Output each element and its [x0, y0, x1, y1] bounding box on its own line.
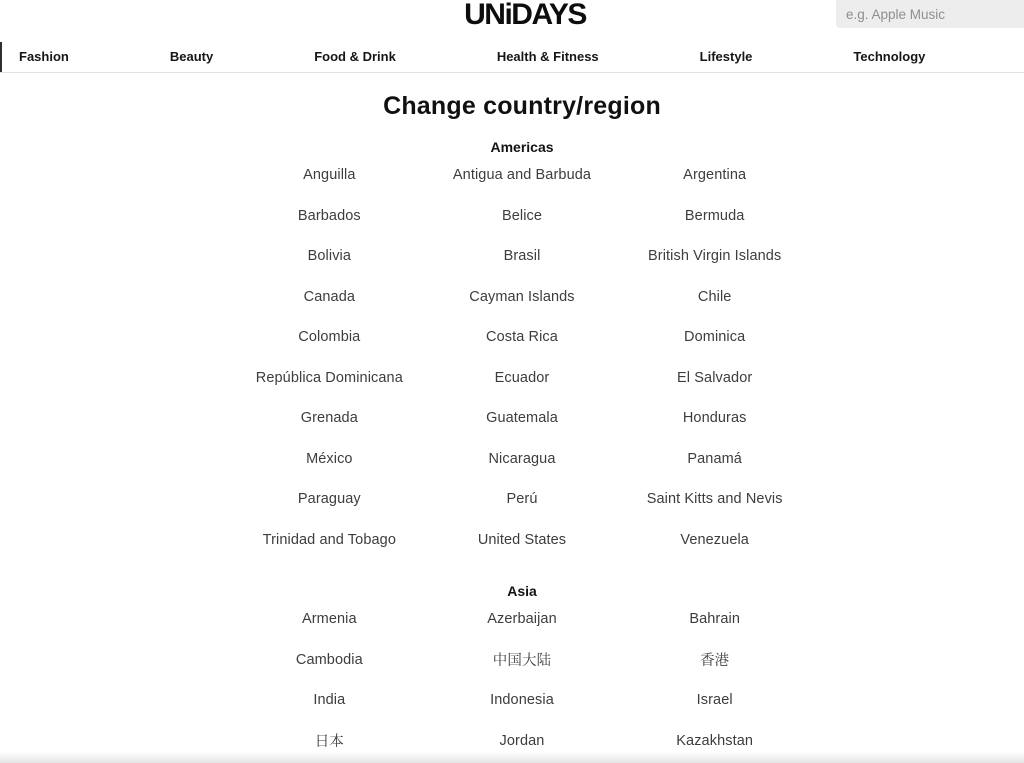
nav-item[interactable]: Beauty: [169, 48, 214, 64]
country-cell: [426, 520, 619, 561]
country-link[interactable]: Costa Rica: [486, 329, 558, 346]
country-grid-americas: [233, 155, 811, 560]
country-link[interactable]: British Virgin Islands: [648, 248, 782, 265]
nav-item[interactable]: Fashion: [19, 48, 69, 64]
country-link[interactable]: Brasil: [503, 248, 541, 265]
country-link[interactable]: Bermuda: [684, 207, 745, 224]
country-cell: [426, 317, 619, 358]
country-link[interactable]: El Salvador: [677, 369, 753, 386]
country-cell: [233, 155, 426, 196]
country-link[interactable]: México: [306, 450, 353, 467]
country-link[interactable]: Chile: [697, 288, 732, 305]
country-link[interactable]: Armenia: [301, 611, 357, 628]
country-cell: [233, 680, 426, 721]
country-cell: [233, 358, 426, 399]
nav-left-edge: [0, 42, 2, 72]
country-cell: [618, 155, 811, 196]
nav-item[interactable]: Food & Drink: [314, 48, 396, 64]
country-cell: [426, 680, 619, 721]
country-link[interactable]: Panamá: [687, 450, 742, 467]
country-link[interactable]: Perú: [506, 491, 538, 508]
country-link[interactable]: Indonesia: [490, 692, 554, 709]
search-input[interactable]: [836, 0, 1024, 28]
country-cell: [233, 317, 426, 358]
country-cell: [426, 439, 619, 480]
country-link[interactable]: Antigua and Barbuda: [452, 167, 592, 184]
country-link[interactable]: Canada: [303, 288, 356, 305]
country-cell: [618, 358, 811, 399]
country-link[interactable]: Paraguay: [297, 491, 361, 508]
country-link[interactable]: Colombia: [298, 329, 361, 346]
country-link[interactable]: Cayman Islands: [469, 288, 575, 305]
country-cell: [618, 599, 811, 640]
country-cell: [233, 439, 426, 480]
country-cell: [233, 277, 426, 318]
country-cell: [618, 398, 811, 439]
region-heading-americas: Americas: [490, 139, 554, 155]
country-cell: [618, 520, 811, 561]
country-link[interactable]: Argentina: [683, 167, 747, 184]
country-cell: [233, 599, 426, 640]
country-link[interactable]: United States: [477, 531, 567, 548]
nav-item[interactable]: Health & Fitness: [496, 48, 599, 64]
region-heading-asia: Asia: [507, 583, 537, 599]
top-bar: [0, 0, 1024, 40]
country-cell: [233, 479, 426, 520]
country-cell: [233, 398, 426, 439]
country-link[interactable]: Israel: [696, 692, 733, 709]
region-section-asia: [233, 583, 811, 761]
site-header: [0, 0, 1024, 73]
country-cell: [618, 680, 811, 721]
main-content: [233, 91, 811, 761]
country-cell: [233, 236, 426, 277]
country-link[interactable]: Jordan: [499, 732, 545, 749]
country-link[interactable]: Nicaragua: [488, 450, 556, 467]
country-link[interactable]: Bahrain: [689, 611, 740, 628]
country-cell: [426, 196, 619, 237]
country-link[interactable]: Honduras: [682, 410, 747, 427]
country-link[interactable]: Kazakhstan: [676, 732, 754, 749]
country-cell: [426, 479, 619, 520]
country-link[interactable]: Anguilla: [303, 167, 356, 184]
country-link[interactable]: Ecuador: [494, 369, 550, 386]
country-link[interactable]: Barbados: [297, 207, 361, 224]
country-link[interactable]: Grenada: [300, 410, 358, 427]
country-link[interactable]: Venezuela: [680, 531, 749, 548]
country-cell: [618, 640, 811, 681]
country-cell: [618, 439, 811, 480]
country-cell: [426, 358, 619, 399]
main-nav: [0, 40, 1024, 73]
country-link[interactable]: Guatemala: [486, 410, 558, 427]
page-title: Change country/region: [383, 92, 661, 120]
country-link[interactable]: 香港: [700, 653, 730, 670]
country-cell: [618, 317, 811, 358]
country-link[interactable]: Saint Kitts and Nevis: [646, 491, 783, 508]
country-cell: [426, 398, 619, 439]
country-cell: [233, 520, 426, 561]
footer-gradient: [0, 752, 1024, 763]
country-cell: [426, 599, 619, 640]
country-cell: [426, 155, 619, 196]
unidays-logo[interactable]: UNiDAYS: [464, 0, 586, 31]
country-link[interactable]: India: [313, 692, 346, 709]
country-link[interactable]: Trinidad and Tobago: [262, 531, 396, 548]
country-cell: [426, 277, 619, 318]
country-link[interactable]: Belice: [501, 207, 543, 224]
country-cell: [233, 640, 426, 681]
country-link[interactable]: Bolivia: [307, 248, 352, 265]
country-cell: [618, 277, 811, 318]
country-link[interactable]: 中国大陆: [492, 653, 552, 670]
country-cell: [426, 640, 619, 681]
country-cell: [426, 236, 619, 277]
country-link[interactable]: Azerbaijan: [487, 611, 557, 628]
country-link[interactable]: República Dominicana: [255, 369, 403, 386]
country-cell: [618, 196, 811, 237]
nav-item[interactable]: Lifestyle: [699, 48, 753, 64]
country-cell: [618, 479, 811, 520]
country-link[interactable]: Cambodia: [295, 651, 363, 668]
country-link[interactable]: 日本: [314, 734, 344, 751]
country-link[interactable]: Dominica: [684, 329, 746, 346]
nav-item[interactable]: Technology: [853, 48, 926, 64]
country-cell: [618, 236, 811, 277]
country-cell: [233, 196, 426, 237]
region-section-americas: [233, 139, 811, 560]
country-grid-asia: [233, 599, 811, 761]
